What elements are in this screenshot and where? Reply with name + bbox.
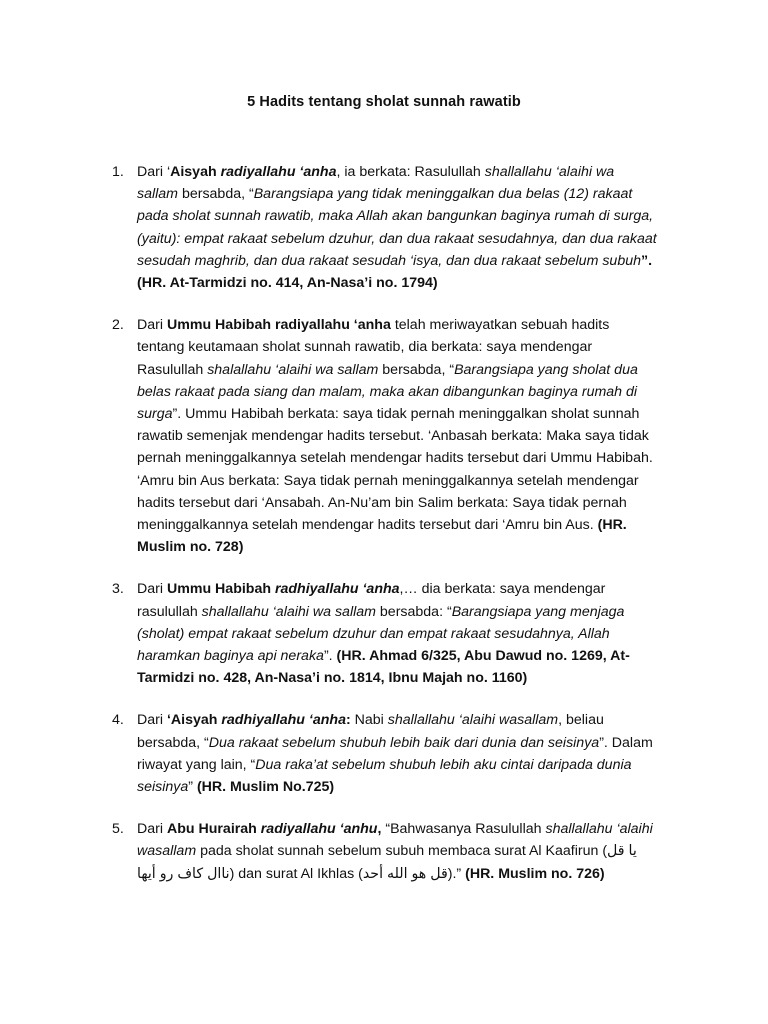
narrator-name: Aisyah bbox=[170, 164, 221, 180]
item-number: 5. bbox=[112, 821, 124, 838]
hadith-list bbox=[112, 161, 657, 905]
text-segment: Dari bbox=[137, 581, 167, 598]
text-segment: : bbox=[345, 712, 355, 729]
salawat: shalallahu ‘alaihi wa sallam bbox=[207, 361, 379, 378]
text-segment: ”. bbox=[323, 648, 337, 665]
text-segment: bersabda, “ bbox=[178, 186, 254, 203]
hadith-quote: Dua raka’at sebelum shubuh lebih aku cintai daripada dunia seisinya bbox=[137, 756, 632, 796]
hadith-reference: (HR. Muslim no. 728) bbox=[137, 517, 627, 556]
list-item bbox=[112, 578, 657, 689]
narrator-name: ‘Aisyah bbox=[166, 712, 222, 729]
narrator-name: Abu Hurairah bbox=[166, 821, 261, 838]
list-item bbox=[112, 314, 657, 558]
list-item bbox=[112, 818, 657, 885]
hadith-reference: (HR. Ahmad 6/325, Abu Dawud no. 1269, At-Tarmidzi no. 428, An-Nasa’i no. 1814, Ibnu Majah no. 1160) bbox=[137, 648, 630, 687]
text-segment: ,… dia berkata: saya mendengar rasulullah bbox=[137, 581, 606, 620]
item-number: 3. bbox=[112, 581, 124, 598]
text-segment: telah meriwayatkan sebuah hadits tentang keutamaan sholat sunnah rawatib, dia berkata: saya mendengar Rasulullah bbox=[137, 317, 610, 378]
item-number: 1. bbox=[112, 164, 124, 180]
salawat: shallallahu ‘alaihi wasallam bbox=[137, 821, 653, 860]
honorific: radiyallahu ‘anha bbox=[220, 164, 337, 180]
honorific: radhiyallahu ‘anha bbox=[221, 712, 346, 729]
text-segment: “Bahwasanya Rasulullah bbox=[385, 821, 546, 838]
salawat: shallallahu ‘alaihi wasallam bbox=[387, 712, 559, 729]
text-segment: Dari bbox=[137, 821, 167, 838]
hadith-quote: Barangsiapa yang tidak meninggalkan dua belas (12) rakaat pada sholat sunnah rawatib, maka Allah akan bangunkan baginya rumah di surga, (yaitu): empat rakaat sebelum dzuhur, dan dua rakaat sesudahnya, dan dua rakaat sesudah maghrib, dan dua rakaat sesudah ‘isya, dan dua rakaat sebelum subuh bbox=[137, 186, 657, 269]
page-title: 5 Hadits tentang sholat sunnah rawatib bbox=[247, 94, 521, 110]
item-number: 2. bbox=[112, 317, 124, 334]
text-segment: Nabi bbox=[354, 712, 388, 729]
hadith-reference: (HR. Muslim no. 726) bbox=[465, 865, 605, 882]
hadith-reference: ”. (HR. At-Tarmidzi no. 414, An-Nasa’i no. 1794) bbox=[137, 252, 653, 292]
text-segment: pada sholat sunnah sebelum subuh membaca surat Al Kaafirun (يا قل ناال كاف رو أيها) dan surat Al Ikhlas (قل هو الله أحد).” bbox=[137, 843, 637, 882]
text-segment: bersabda: “ bbox=[375, 603, 452, 620]
text-segment: , ia berkata: Rasulullah bbox=[336, 164, 485, 180]
item-number: 4. bbox=[112, 712, 124, 729]
honorific: radiyallahu ‘anhu bbox=[260, 821, 378, 838]
text-segment: bersabda, “ bbox=[378, 361, 455, 378]
list-item bbox=[112, 161, 657, 294]
hadith-reference: (HR. Muslim No.725) bbox=[196, 779, 335, 796]
text-segment: ” bbox=[188, 779, 197, 796]
salawat: shallallahu ‘alaihi wa sallam bbox=[201, 603, 376, 620]
narrator-name: Ummu Habibah radiyallahu ‘anha bbox=[166, 317, 391, 334]
narrator-name: Ummu Habibah bbox=[166, 581, 275, 598]
text-segment: ”. Ummu Habibah berkata: saya tidak pernah meninggalkan sholat sunnah rawatib semenjak mendengar hadits tersebut. ‘Anbasah berkata: Maka saya tidak pernah meninggalkannya setelah mendengar hadits tersebut dari Ummu Habibah. ‘Amru bin Aus berkata: Saya tidak pernah meninggalkannya setelah mendengar hadits tersebut dari ‘Ansabah. An-Nu’am bin Salim berkata: Saya tidak pernah meninggalkannya setelah mendengar hadits tersebut dari ‘Amru bin Aus. bbox=[137, 406, 653, 534]
text-segment: ”. Dalam riwayat yang lain, “ bbox=[137, 734, 653, 773]
text-segment: Dari bbox=[137, 317, 167, 334]
text-segment: , bbox=[377, 821, 386, 838]
list-item bbox=[112, 709, 657, 798]
text-segment: Dari bbox=[137, 712, 167, 729]
salawat: shallallahu ‘alaihi wa sallam bbox=[137, 164, 615, 203]
hadith-quote: Barangsiapa yang sholat dua belas rakaat pada siang dan malam, maka akan dibangunkan baginya rumah di surga bbox=[137, 361, 638, 423]
hadith-quote: Dua rakaat sebelum shubuh lebih baik dari dunia dan seisinya bbox=[208, 734, 600, 751]
honorific: radhiyallahu ‘anha bbox=[274, 581, 400, 598]
text-segment: Dari ‘ bbox=[137, 164, 171, 180]
hadith-quote: Barangsiapa yang menjaga (sholat) empat rakaat sebelum dzuhur dan empat rakaat sesudahnya, Allah haramkan baginya api neraka bbox=[137, 603, 625, 665]
text-segment: , beliau bersabda, “ bbox=[137, 712, 604, 751]
